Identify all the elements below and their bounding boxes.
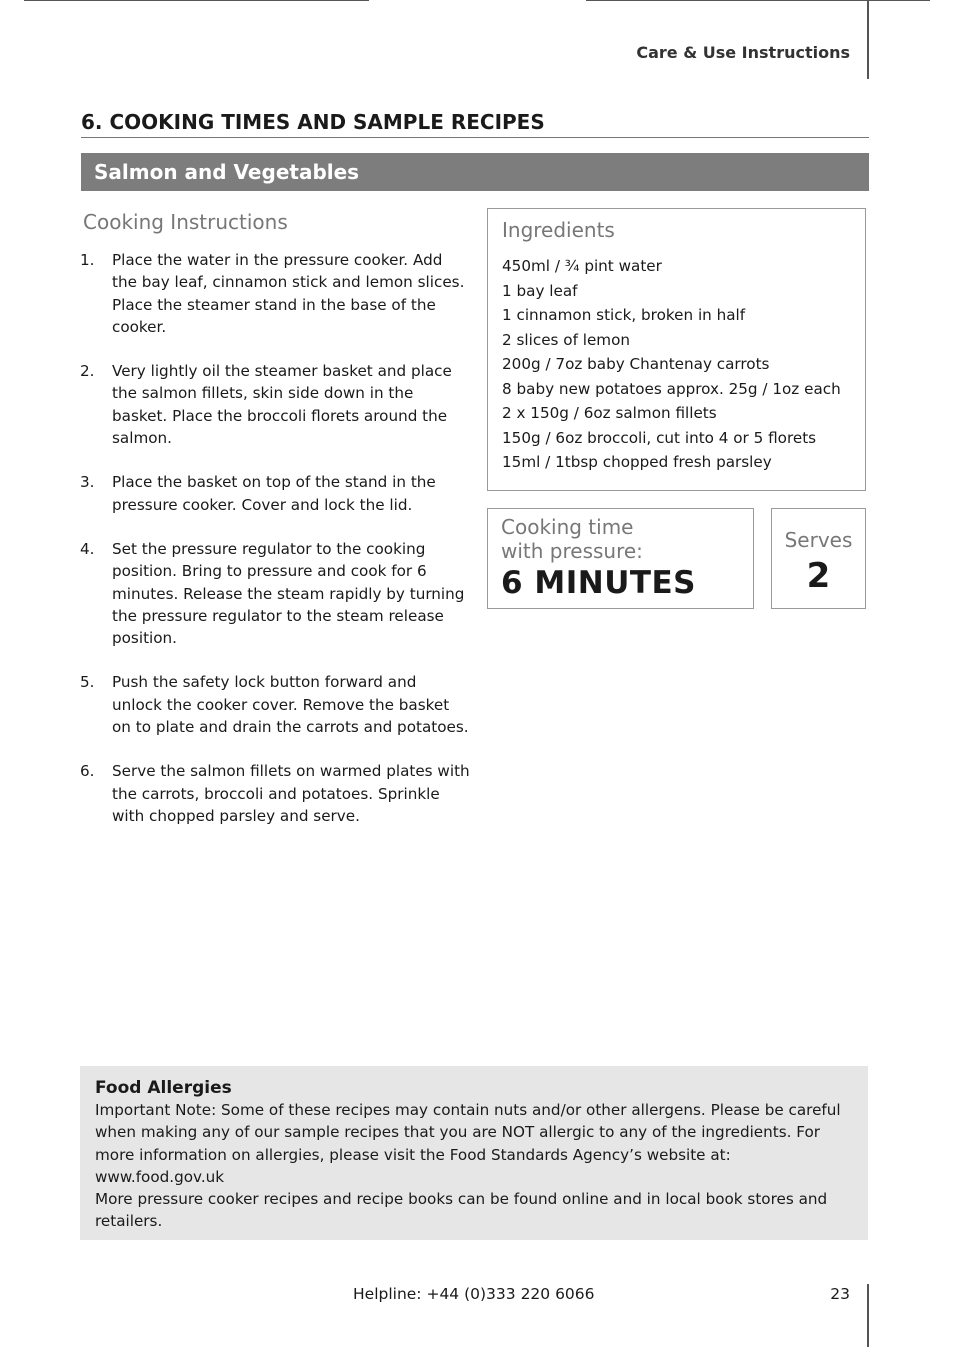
ingredient-item: 2 slices of lemon (502, 330, 631, 349)
step-text: Set the pressure regulator to the cooking position. Bring to pressure and cook for 6 minutes. Release the steam rapidly by turning the pressure regulator to the steam release position. (112, 539, 465, 648)
step-text: Very lightly oil the steamer basket and place the salmon fillets, skin side down in the basket. Place the broccoli florets around the salmon. (112, 362, 452, 448)
step-number: 2. (80, 362, 95, 381)
ingredients-list (502, 254, 865, 475)
instruction-step (80, 538, 470, 649)
allergies-note: Important Note: Some of these recipes may contain nuts and/or other allergens. Please be careful when making any of our sample recipes that you are NOT allergic to any of the ingredients. For more information on allergies, please visit the Food Standards Agency’s website at: www.food.gov.uk (95, 1101, 841, 1186)
cooking-time-value: 6 MINUTES (501, 565, 697, 601)
recipe-title: Salmon and Vegetables (94, 160, 360, 184)
ingredients-heading: Ingredients (502, 218, 615, 242)
ingredients-box (487, 208, 866, 491)
step-number: 5. (80, 673, 95, 692)
step-text: Place the basket on top of the stand in the pressure cooker. Cover and lock the lid. (112, 473, 436, 514)
step-text: Place the water in the pressure cooker. Add the bay leaf, cinnamon stick and lemon slices. Place the steamer stand in the base of the cooker. (112, 251, 465, 336)
ingredient-item: 200g / 7oz baby Chantenay carrots (502, 355, 770, 373)
allergies-more-recipes: More pressure cooker recipes and recipe books can be found online and in local book stores and retailers. (95, 1190, 828, 1231)
allergies-title: Food Allergies (95, 1078, 232, 1098)
section-title: 6. COOKING TIMES AND SAMPLE RECIPES (81, 110, 869, 138)
ingredient-item: 1 bay leaf (502, 281, 578, 300)
ingredient-item: 450ml / ¾ pint water (502, 257, 662, 275)
step-text: Push the safety lock button forward and unlock the cooker cover. Remove the basket on to plate and drain the carrots and potatoes. (112, 673, 469, 737)
step-number: 4. (80, 539, 95, 558)
cooking-time-label-line1: Cooking time (501, 515, 634, 539)
instruction-step (80, 671, 470, 738)
cooking-time-label-line2: with pressure: (501, 539, 643, 563)
ingredient-item: 8 baby new potatoes approx. 25g / 1oz each (502, 379, 841, 398)
step-number: 6. (80, 762, 95, 781)
page-number: 23 (830, 1285, 850, 1303)
step-number: 1. (80, 251, 95, 269)
instruction-step (80, 471, 470, 516)
running-header: Care & Use Instructions (636, 43, 850, 62)
top-rule-right (586, 0, 930, 1)
ingredient-item: 150g / 6oz broccoli, cut into 4 or 5 florets (502, 428, 817, 447)
header-vertical-rule (867, 0, 869, 79)
instructions-heading: Cooking Instructions (83, 210, 288, 234)
step-text: Serve the salmon fillets on warmed plates with the carrots, broccoli and potatoes. Sprinkle with chopped parsley and serve. (112, 762, 470, 825)
instruction-steps (80, 249, 470, 849)
instruction-step (80, 249, 470, 338)
step-number: 3. (80, 473, 95, 492)
instruction-step (80, 360, 470, 449)
ingredient-item: 1 cinnamon stick, broken in half (502, 306, 746, 324)
food-allergies-box (80, 1066, 868, 1240)
serves-value: 2 (806, 556, 831, 596)
footer-helpline: Helpline: +44 (0)333 220 6066 (353, 1285, 595, 1303)
ingredient-item: 15ml / 1tbsp chopped fresh parsley (502, 453, 772, 471)
footer-vertical-rule (867, 1284, 869, 1347)
recipe-title-banner (81, 153, 869, 191)
top-rule-left (24, 0, 369, 1)
cooking-time-box (487, 508, 754, 609)
serves-label: Serves (784, 528, 853, 552)
instruction-step (80, 760, 470, 827)
ingredient-item: 2 x 150g / 6oz salmon fillets (502, 404, 717, 422)
serves-box (771, 508, 866, 609)
